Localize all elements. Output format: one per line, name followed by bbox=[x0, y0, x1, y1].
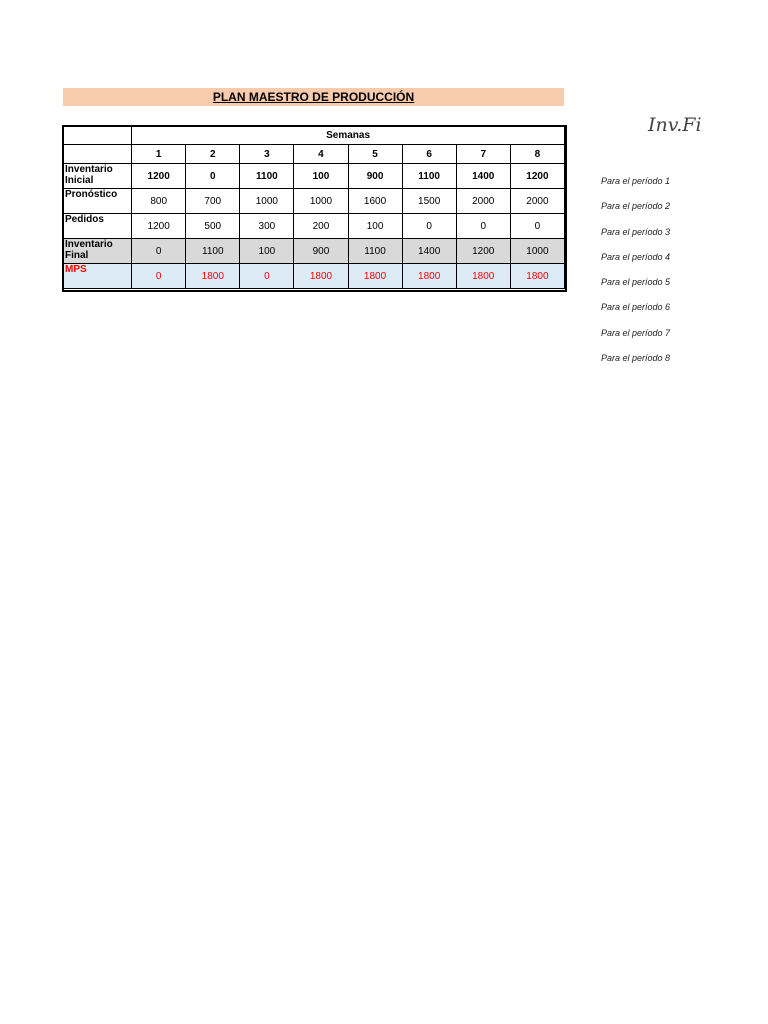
period-notes bbox=[601, 173, 670, 375]
table-cell[interactable]: 2000 bbox=[510, 189, 564, 214]
week-header[interactable]: 5 bbox=[348, 145, 402, 164]
table-cell[interactable]: 0 bbox=[132, 239, 186, 264]
table-cell[interactable]: 1000 bbox=[240, 189, 294, 214]
table-row-pedidos bbox=[64, 214, 565, 239]
table-cell[interactable]: 2000 bbox=[456, 189, 510, 214]
table-row-mps bbox=[64, 264, 565, 289]
page-title: PLAN MAESTRO DE PRODUCCIÓN bbox=[212, 90, 415, 104]
period-note[interactable]: Para el período 1 bbox=[601, 176, 671, 186]
table-cell[interactable]: 900 bbox=[294, 239, 348, 264]
table-cell[interactable]: 0 bbox=[240, 264, 294, 289]
period-note[interactable]: Para el período 4 bbox=[601, 251, 671, 262]
table-cell[interactable]: 1400 bbox=[402, 239, 456, 264]
table-cell[interactable]: 100 bbox=[294, 164, 348, 189]
row-label[interactable]: Pedidos bbox=[64, 214, 132, 239]
table-cell[interactable]: 500 bbox=[186, 214, 240, 239]
table-cell[interactable]: 100 bbox=[348, 214, 402, 239]
title-bar bbox=[63, 88, 564, 106]
period-note[interactable]: Para el período 3 bbox=[601, 226, 671, 237]
week-header[interactable]: 7 bbox=[456, 145, 510, 164]
formula-image-text: Inv.Fi bbox=[648, 114, 702, 136]
week-header[interactable]: 6 bbox=[402, 145, 456, 164]
table-cell[interactable]: 1200 bbox=[132, 214, 186, 239]
weeks-group-header[interactable]: Semanas bbox=[132, 127, 565, 145]
row-label[interactable]: MPS bbox=[64, 264, 132, 289]
week-header[interactable]: 3 bbox=[240, 145, 294, 164]
table-cell[interactable]: 1400 bbox=[456, 164, 510, 189]
table-row-inventario-inicial bbox=[64, 164, 565, 189]
corner-cell[interactable] bbox=[64, 127, 132, 145]
table-cell[interactable]: 1200 bbox=[510, 164, 564, 189]
table-cell[interactable]: 1100 bbox=[348, 239, 402, 264]
table-cell[interactable]: 1800 bbox=[402, 264, 456, 289]
table-cell[interactable]: 300 bbox=[240, 214, 294, 239]
table-cell[interactable]: 1200 bbox=[132, 164, 186, 189]
period-note[interactable]: Para el período 7 bbox=[601, 327, 671, 338]
row-label[interactable]: Inventario Inicial bbox=[64, 164, 132, 189]
table-cell[interactable]: 700 bbox=[186, 189, 240, 214]
week-header[interactable]: 8 bbox=[510, 145, 564, 164]
table-cell[interactable]: 100 bbox=[240, 239, 294, 264]
table-cell[interactable]: 1800 bbox=[456, 264, 510, 289]
table-cell[interactable]: 900 bbox=[348, 164, 402, 189]
week-header[interactable]: 1 bbox=[132, 145, 186, 164]
table-cell[interactable]: 1500 bbox=[402, 189, 456, 214]
table-row-inventario-final bbox=[64, 239, 565, 264]
period-note[interactable]: Para el período 8 bbox=[601, 353, 671, 364]
period-note[interactable]: Para el período 2 bbox=[601, 201, 671, 212]
table-cell[interactable]: 0 bbox=[132, 264, 186, 289]
blank-cell[interactable] bbox=[64, 145, 132, 164]
table-cell[interactable]: 1800 bbox=[294, 264, 348, 289]
week-header[interactable]: 2 bbox=[186, 145, 240, 164]
row-label[interactable]: Pronóstico bbox=[64, 189, 132, 214]
table-cell[interactable]: 1000 bbox=[294, 189, 348, 214]
table-cell[interactable]: 1800 bbox=[186, 264, 240, 289]
period-note[interactable]: Para el período 5 bbox=[601, 277, 671, 288]
table-cell[interactable]: 1600 bbox=[348, 189, 402, 214]
table-cell[interactable]: 1100 bbox=[186, 239, 240, 264]
table-cell[interactable]: 200 bbox=[294, 214, 348, 239]
table-cell[interactable]: 1800 bbox=[510, 264, 564, 289]
period-note[interactable]: Para el período 6 bbox=[601, 302, 671, 313]
table-cell[interactable]: 1800 bbox=[348, 264, 402, 289]
table-cell[interactable]: 0 bbox=[456, 214, 510, 239]
week-header[interactable]: 4 bbox=[294, 145, 348, 164]
mps-table bbox=[63, 126, 565, 289]
table-cell[interactable]: 0 bbox=[402, 214, 456, 239]
table-cell[interactable]: 1100 bbox=[402, 164, 456, 189]
table-cell[interactable]: 1000 bbox=[510, 239, 564, 264]
table-cell[interactable]: 0 bbox=[510, 214, 564, 239]
table-cell[interactable]: 1200 bbox=[456, 239, 510, 264]
table-cell[interactable]: 1100 bbox=[240, 164, 294, 189]
table-cell[interactable]: 800 bbox=[132, 189, 186, 214]
table-row-pronostico bbox=[64, 189, 565, 214]
row-label[interactable]: Inventario Final bbox=[64, 239, 132, 264]
table-cell[interactable]: 0 bbox=[186, 164, 240, 189]
